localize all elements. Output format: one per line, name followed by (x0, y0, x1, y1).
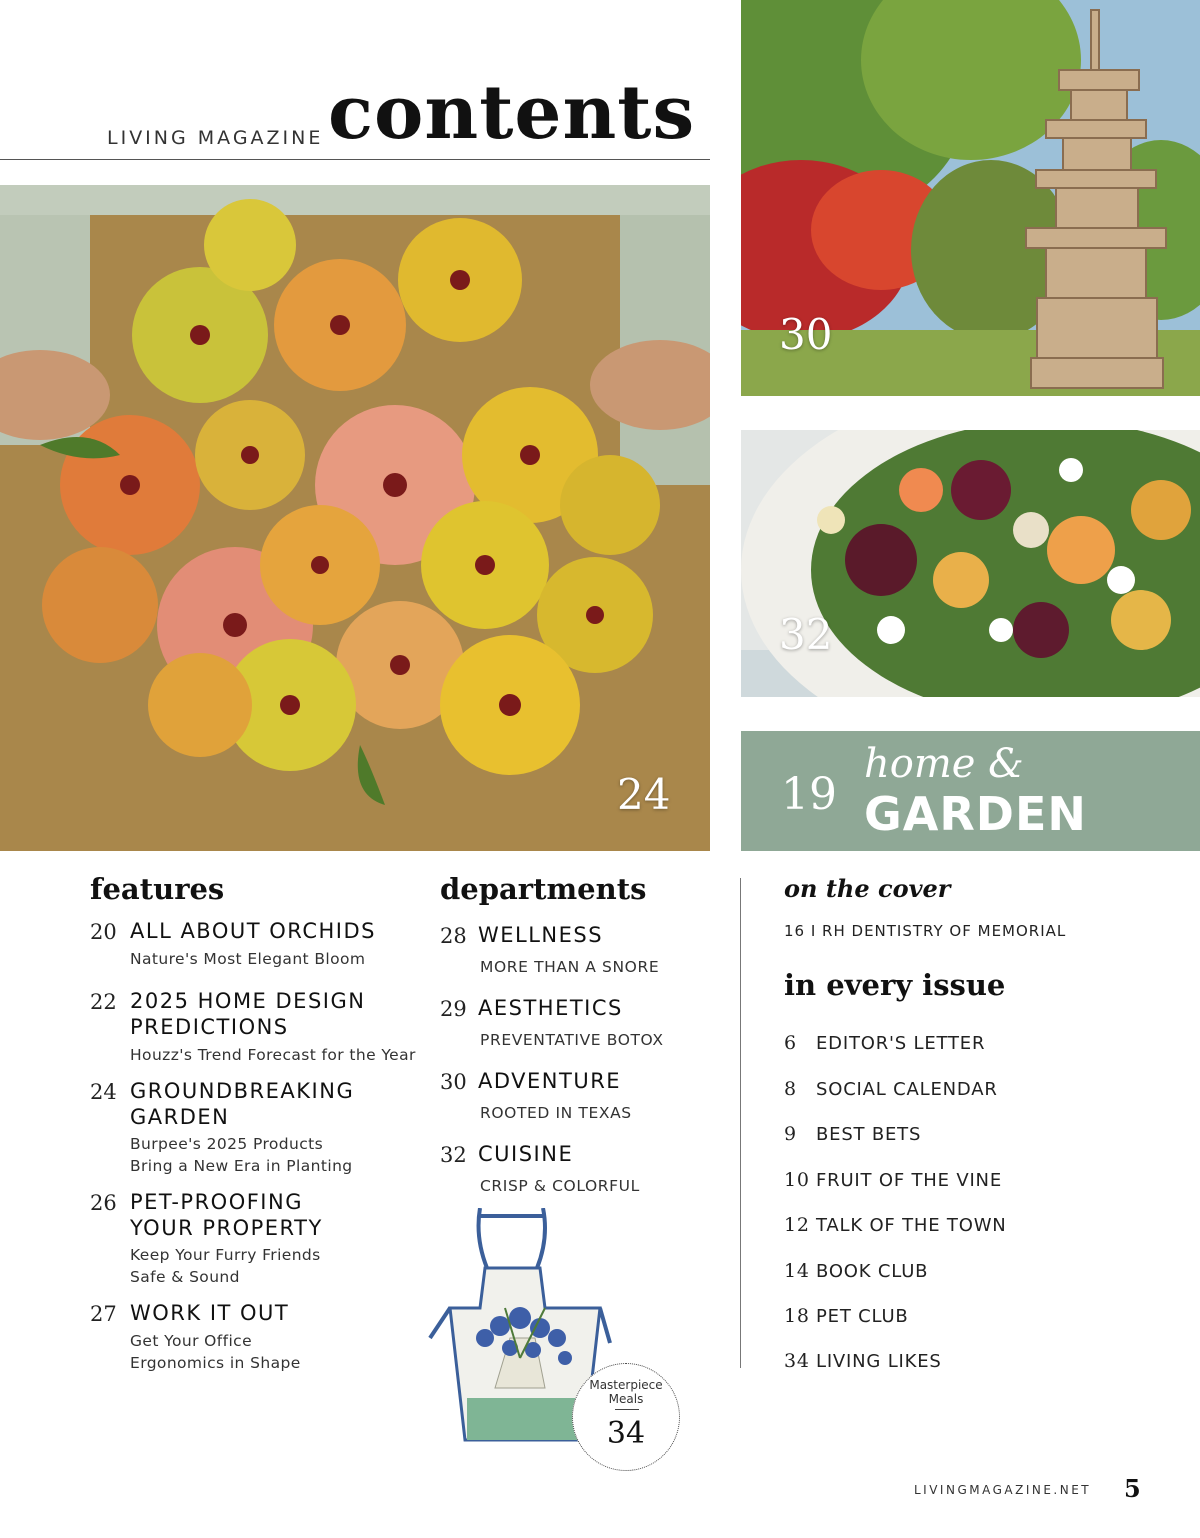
issue-item-editors-letter[interactable] (784, 1032, 985, 1054)
badge-label-line1: Masterpiece (589, 1378, 663, 1392)
department-page-number: 32 (440, 1143, 467, 1167)
issue-page-number: 9 (784, 1123, 797, 1145)
feature-subtitle-line2: Bring a New Era in Planting (130, 1157, 353, 1175)
feature-subtitle: Burpee's 2025 Products (130, 1135, 324, 1153)
masthead: LIVING MAGAZINE (107, 127, 324, 149)
feature-page-number: 24 (90, 1080, 117, 1104)
feature-subtitle: Keep Your Furry Friends (130, 1246, 321, 1264)
issue-label: SOCIAL CALENDAR (816, 1079, 998, 1100)
feature-subtitle: Get Your Office (130, 1332, 253, 1350)
department-page-number: 29 (440, 997, 467, 1021)
feature-subtitle: Nature's Most Elegant Bloom (130, 950, 366, 968)
department-title: CUISINE (478, 1142, 574, 1166)
feature-title: 2025 HOME DESIGN (130, 989, 366, 1013)
badge-label-line2: Meals (608, 1392, 644, 1406)
feature-title-line2: GARDEN (130, 1105, 230, 1129)
issue-label: LIVING LIKES (816, 1351, 942, 1372)
features-heading: features (90, 872, 225, 906)
department-subtitle: MORE THAN A SNORE (480, 958, 660, 976)
issue-label: PET CLUB (816, 1306, 909, 1327)
badge-page-number: 34 (606, 1416, 646, 1451)
feature-title: GROUNDBREAKING (130, 1079, 355, 1103)
column-divider (740, 878, 741, 1368)
issue-item-talk-of-the-town[interactable] (784, 1214, 1007, 1236)
in-every-issue-heading: in every issue (784, 968, 1006, 1002)
page-title: contents (328, 70, 696, 156)
issue-page-number: 8 (784, 1078, 797, 1100)
salad-photo (741, 430, 1200, 697)
issue-label: BEST BETS (816, 1124, 922, 1145)
department-page-number: 28 (440, 924, 467, 948)
badge-label (573, 1378, 679, 1406)
feature-subtitle-line2: Ergonomics in Shape (130, 1354, 301, 1372)
issue-page-number: 6 (784, 1032, 797, 1054)
department-title: WELLNESS (478, 923, 604, 947)
feature-page-number: 20 (90, 920, 117, 944)
feature-page-number: 26 (90, 1191, 117, 1215)
issue-page-number: 34 (784, 1350, 810, 1372)
issue-label: BOOK CLUB (816, 1261, 929, 1282)
feature-title: WORK IT OUT (130, 1301, 290, 1325)
issue-item-fruit-of-the-vine[interactable] (784, 1169, 1002, 1191)
feature-title: ALL ABOUT ORCHIDS (130, 919, 376, 943)
feature-page-number: 22 (90, 990, 117, 1014)
home-garden-banner[interactable] (741, 731, 1200, 851)
feature-page-number: 27 (90, 1302, 117, 1326)
feature-subtitle-line2: Safe & Sound (130, 1268, 240, 1286)
department-subtitle: ROOTED IN TEXAS (480, 1104, 632, 1122)
feature-title-line2: YOUR PROPERTY (130, 1216, 323, 1240)
issue-item-living-likes[interactable] (784, 1350, 942, 1372)
issue-page-number: 18 (784, 1305, 810, 1327)
department-page-number: 30 (440, 1070, 467, 1094)
feature-subtitle: Houzz's Trend Forecast for the Year (130, 1046, 416, 1064)
issue-page-number: 10 (784, 1169, 810, 1191)
issue-label: FRUIT OF THE VINE (816, 1170, 1002, 1191)
issue-page-number: 12 (784, 1214, 810, 1236)
departments-heading: departments (440, 872, 647, 906)
masterpiece-meals-badge[interactable] (572, 1363, 680, 1471)
salad-page-number: 32 (779, 610, 833, 659)
issue-page-number: 14 (784, 1260, 810, 1282)
issue-item-best-bets[interactable] (784, 1123, 921, 1145)
footer-website[interactable]: LIVINGMAGAZINE.NET (914, 1483, 1092, 1497)
zinnia-bouquet-photo (0, 185, 710, 851)
footer-page-number: 5 (1124, 1474, 1141, 1503)
issue-label: TALK OF THE TOWN (816, 1215, 1007, 1236)
home-garden-title: GARDEN (864, 787, 1087, 841)
zinnia-bouquet-illustration (0, 185, 710, 851)
department-subtitle: CRISP & COLORFUL (480, 1177, 640, 1195)
home-garden-page-number: 19 (781, 769, 837, 820)
feature-title-line2: PREDICTIONS (130, 1015, 289, 1039)
issue-item-social-calendar[interactable] (784, 1078, 998, 1100)
flowers-page-number: 24 (617, 770, 671, 819)
feature-title: PET-PROOFING (130, 1190, 303, 1214)
badge-divider (615, 1409, 639, 1410)
pagoda-page-number: 30 (779, 310, 833, 359)
department-subtitle: PREVENTATIVE BOTOX (480, 1031, 664, 1049)
home-garden-script: home & (864, 741, 1024, 787)
issue-label: EDITOR'S LETTER (816, 1033, 986, 1054)
department-title: AESTHETICS (478, 996, 623, 1020)
pagoda-photo (741, 0, 1200, 396)
header-divider (0, 159, 710, 160)
issue-item-book-club[interactable] (784, 1260, 928, 1282)
issue-item-pet-club[interactable] (784, 1305, 909, 1327)
on-the-cover-item[interactable]: 16 I RH DENTISTRY OF MEMORIAL (784, 922, 1067, 940)
on-the-cover-heading: on the cover (784, 874, 951, 903)
department-title: ADVENTURE (478, 1069, 622, 1093)
